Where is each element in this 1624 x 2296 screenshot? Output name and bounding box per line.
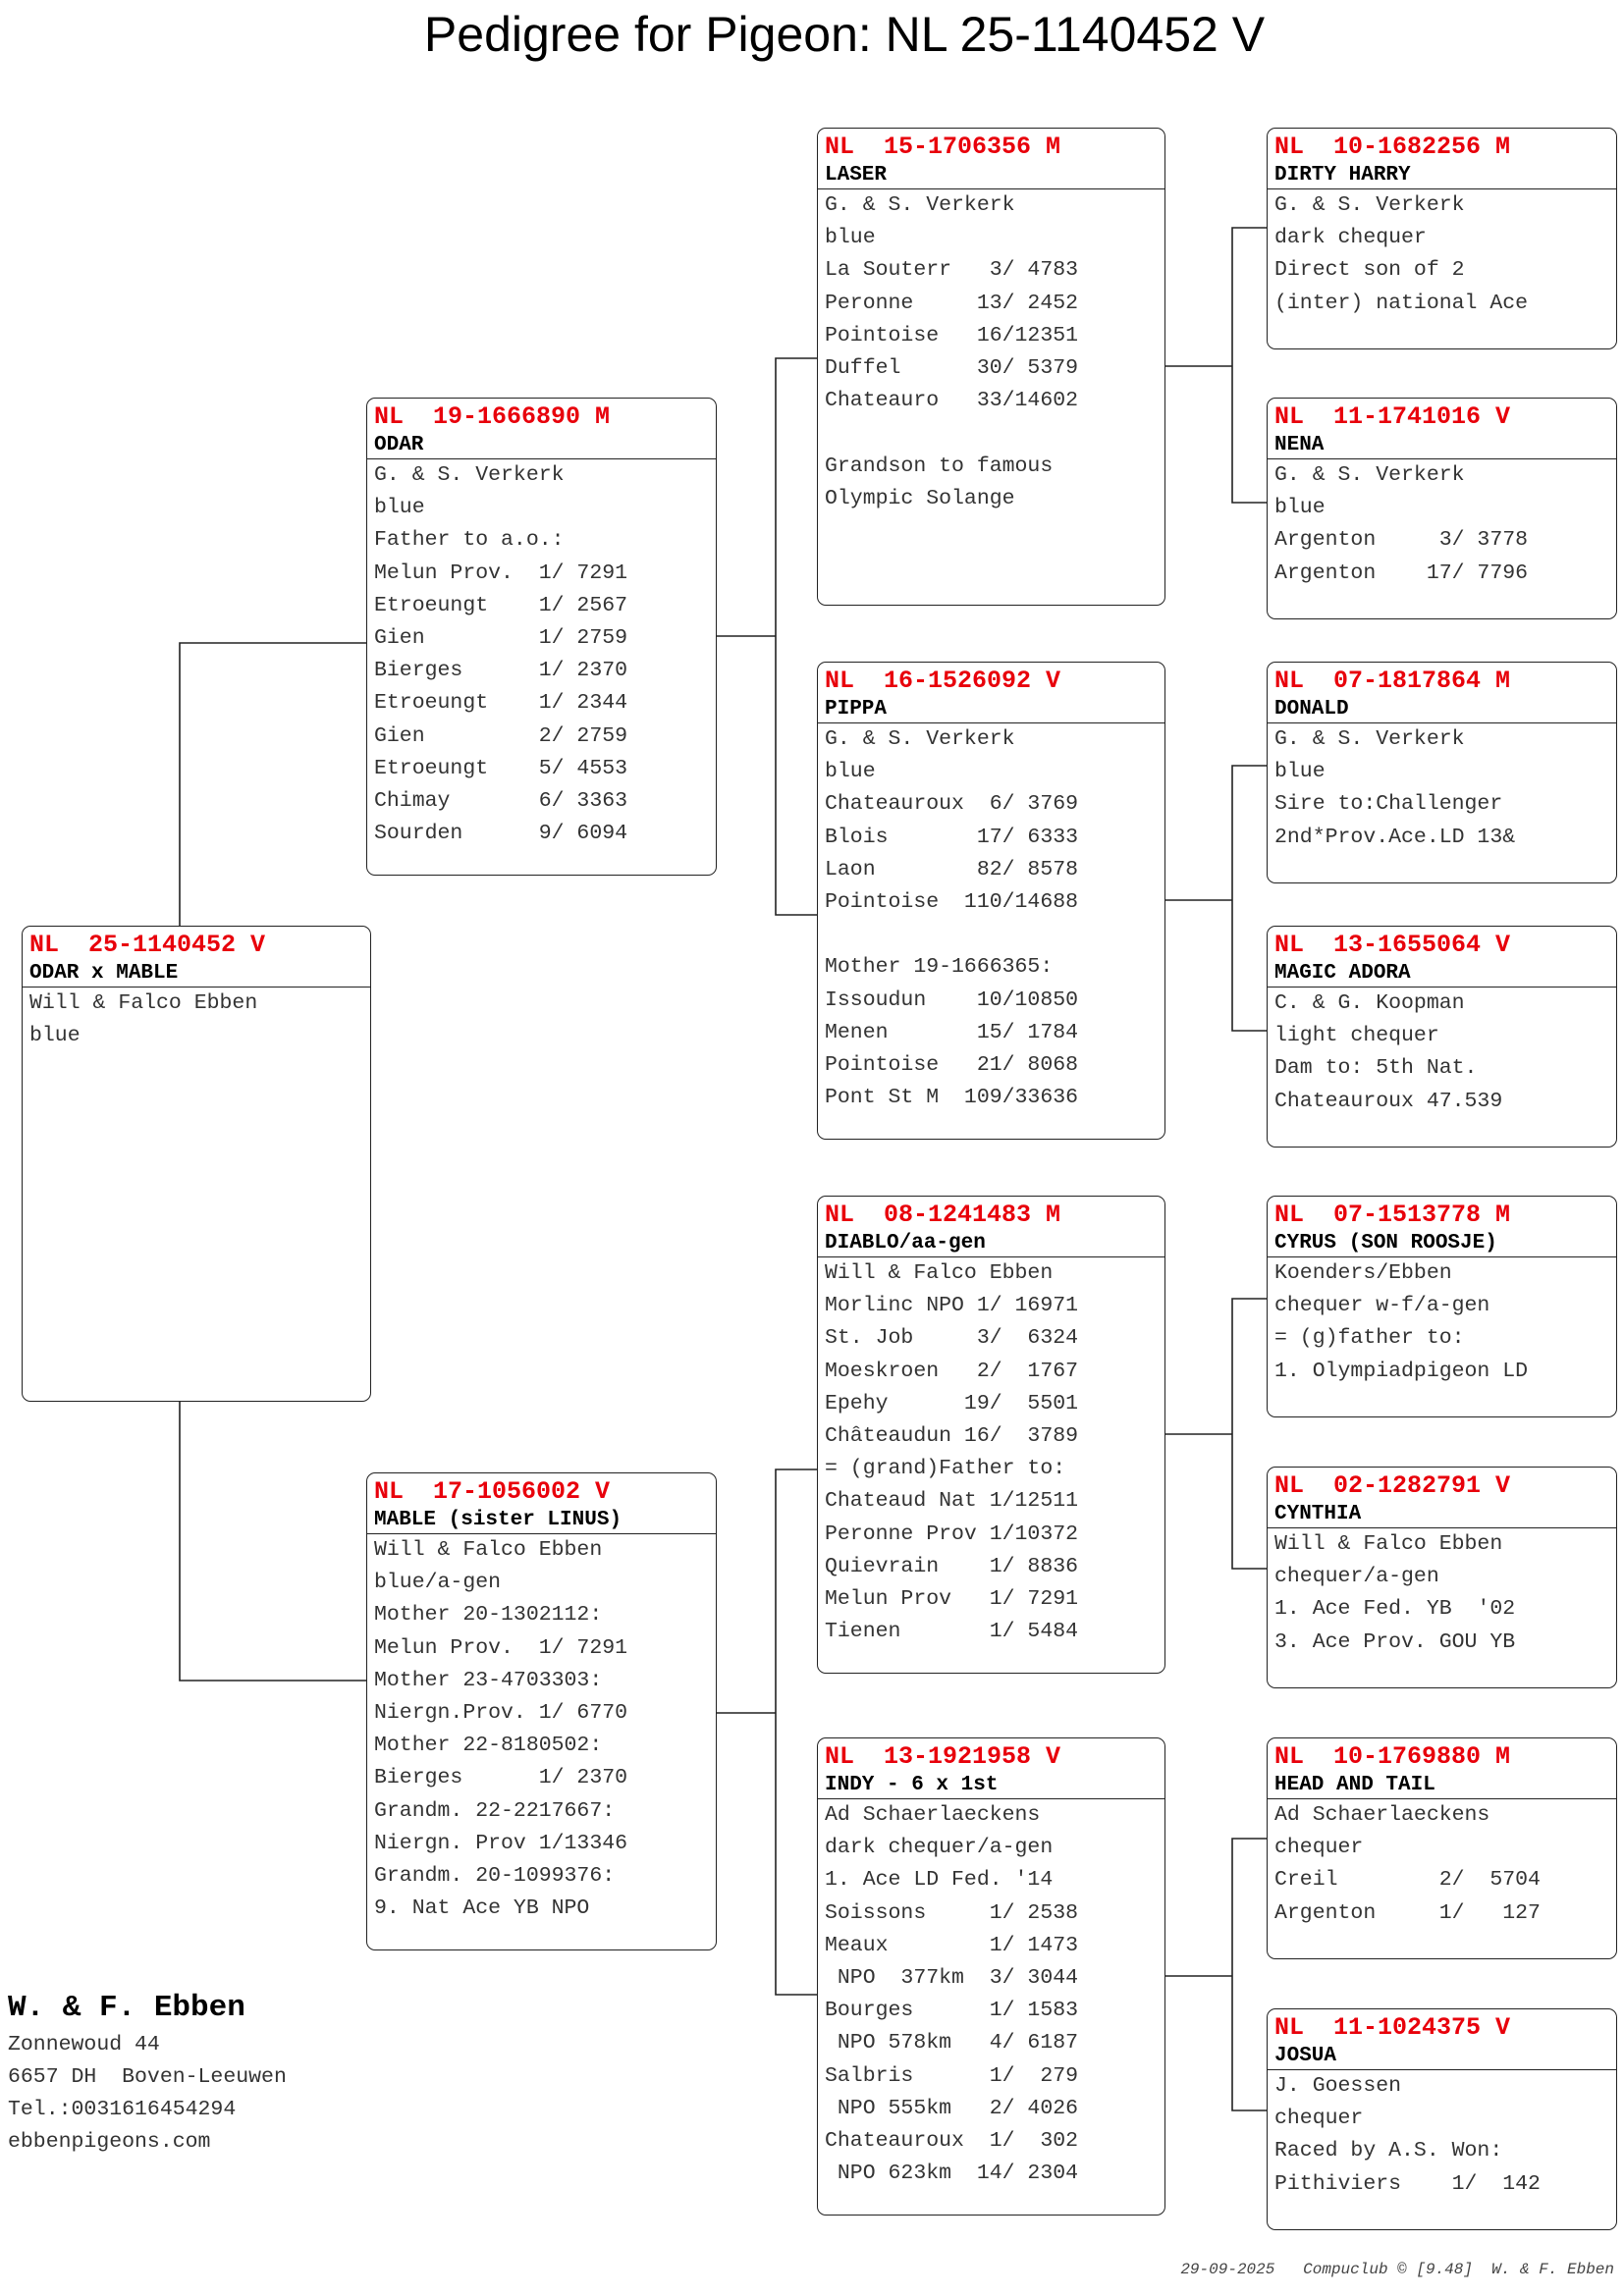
pigeon-card-paternal-grandmother bbox=[817, 662, 1165, 1140]
pigeon-name: PIPPA bbox=[818, 697, 1164, 723]
info-line: Menen 15/ 1784 bbox=[825, 1020, 1079, 1044]
pigeon-name: NENA bbox=[1268, 433, 1616, 459]
info-line: Laon 82/ 8578 bbox=[825, 857, 1079, 881]
pigeon-name: ODAR x MABLE bbox=[23, 961, 370, 988]
info-line: = (grand)Father to: bbox=[825, 1457, 1066, 1481]
breeder-website: ebbenpigeons.com bbox=[8, 2130, 211, 2154]
info-line: NPO 377km 3/ 3044 bbox=[825, 1966, 1079, 1991]
info-line: blue bbox=[1274, 496, 1326, 520]
pigeon-name: INDY - 6 x 1st bbox=[818, 1773, 1164, 1799]
ring-number: NL 17-1056002 V bbox=[374, 1477, 611, 1506]
ring-number: NL 13-1655064 V bbox=[1274, 931, 1511, 959]
pigeon-name: MABLE (sister LINUS) bbox=[367, 1508, 716, 1534]
info-line: Argenton 3/ 3778 bbox=[1274, 528, 1529, 553]
info-line: Creil 2/ 5704 bbox=[1274, 1868, 1541, 1893]
info-line: chequer w-f/a-gen bbox=[1274, 1294, 1490, 1318]
info-line: 9. Nat Ace YB NPO bbox=[374, 1896, 590, 1921]
pigeon-card-maternal-grandfather bbox=[817, 1196, 1165, 1674]
info-line: blue bbox=[29, 1024, 81, 1048]
pigeon-name: ODAR bbox=[367, 433, 716, 459]
info-line: Châteaudun 16/ 3789 bbox=[825, 1424, 1079, 1449]
ring-number: NL 07-1817864 M bbox=[1274, 667, 1511, 695]
info-line: G. & S. Verkerk bbox=[825, 193, 1015, 217]
pigeon-card-ggf-4 bbox=[1267, 1737, 1617, 1959]
info-line: dark chequer/a-gen bbox=[825, 1836, 1054, 1860]
info-line: Direct son of 2 bbox=[1274, 258, 1465, 283]
breeder-name: W. & F. Ebben bbox=[8, 1991, 245, 2025]
ring-number: NL 10-1769880 M bbox=[1274, 1742, 1511, 1771]
info-line: Melun Prov. 1/ 7291 bbox=[374, 1635, 628, 1660]
info-line: Etroeungt 1/ 2344 bbox=[374, 691, 628, 716]
info-line: 1. Ace Fed. YB '02 bbox=[1274, 1597, 1516, 1622]
pigeon-card-subject bbox=[22, 926, 371, 1402]
info-line: Dam to: 5th Nat. bbox=[1274, 1056, 1478, 1081]
ring-number: NL 08-1241483 M bbox=[825, 1201, 1061, 1229]
info-line: Koenders/Ebben bbox=[1274, 1261, 1452, 1285]
info-line: Gien 1/ 2759 bbox=[374, 626, 628, 651]
info-line: G. & S. Verkerk bbox=[825, 727, 1015, 751]
info-line: blue bbox=[825, 226, 876, 250]
pigeon-card-ggf-1 bbox=[1267, 128, 1617, 349]
info-line: Chateauroux 6/ 3769 bbox=[825, 792, 1079, 817]
info-line: Pointoise 110/14688 bbox=[825, 890, 1079, 915]
info-line: Duffel 30/ 5379 bbox=[825, 356, 1079, 381]
pigeon-card-ggf-3 bbox=[1267, 1196, 1617, 1417]
info-line: Epehy 19/ 5501 bbox=[825, 1391, 1079, 1415]
ring-number: NL 16-1526092 V bbox=[825, 667, 1061, 695]
info-line: J. Goessen bbox=[1274, 2074, 1402, 2098]
info-line: G. & S. Verkerk bbox=[1274, 727, 1465, 751]
info-line: Chateauroux 1/ 302 bbox=[825, 2129, 1079, 2154]
pigeon-name: JOSUA bbox=[1268, 2044, 1616, 2070]
ring-number: NL 11-1024375 V bbox=[1274, 2013, 1511, 2042]
info-line: G. & S. Verkerk bbox=[1274, 463, 1465, 487]
info-line: Olympic Solange bbox=[825, 486, 1015, 510]
info-line: Niergn. Prov 1/13346 bbox=[374, 1831, 628, 1855]
info-line: Argenton 1/ 127 bbox=[1274, 1900, 1541, 1925]
info-line: blue bbox=[374, 496, 425, 520]
pigeon-name: DONALD bbox=[1268, 697, 1616, 723]
info-line: Ad Schaerlaeckens bbox=[825, 1803, 1041, 1827]
info-line: blue bbox=[1274, 760, 1326, 784]
pigeon-name: HEAD AND TAIL bbox=[1268, 1773, 1616, 1799]
info-line: G. & S. Verkerk bbox=[374, 463, 565, 487]
info-line: Etroeungt 1/ 2567 bbox=[374, 593, 628, 617]
info-line: blue bbox=[825, 760, 876, 784]
page-title: Pedigree for Pigeon: NL 25-1140452 V bbox=[423, 7, 1266, 62]
pigeon-card-paternal-grandfather bbox=[817, 128, 1165, 606]
info-line: Niergn.Prov. 1/ 6770 bbox=[374, 1701, 628, 1726]
pigeon-card-ggm-3 bbox=[1267, 1467, 1617, 1688]
pigeon-name: MAGIC ADORA bbox=[1268, 961, 1616, 988]
ring-number: NL 25-1140452 V bbox=[29, 931, 266, 959]
info-line: Will & Falco Ebben bbox=[374, 1538, 603, 1562]
info-line: Gien 2/ 2759 bbox=[374, 723, 628, 748]
ring-number: NL 13-1921958 V bbox=[825, 1742, 1061, 1771]
ring-number: NL 07-1513778 M bbox=[1274, 1201, 1511, 1229]
info-line: light chequer bbox=[1274, 1024, 1439, 1048]
pigeon-card-ggm-4 bbox=[1267, 2008, 1617, 2230]
breeder-address: Zonnewoud 44 bbox=[8, 2033, 160, 2056]
info-line: Etroeungt 5/ 4553 bbox=[374, 756, 628, 780]
info-line: Pithiviers 1/ 142 bbox=[1274, 2171, 1541, 2196]
pigeon-name: LASER bbox=[818, 163, 1164, 189]
info-line: C. & G. Koopman bbox=[1274, 991, 1465, 1015]
info-line: 2nd*Prov.Ace.LD 13& bbox=[1274, 825, 1516, 849]
info-line: Salbris 1/ 279 bbox=[825, 2063, 1079, 2088]
info-line: Grandson to famous bbox=[825, 454, 1054, 478]
info-line: Grandm. 22-2217667: bbox=[374, 1798, 616, 1823]
info-line: Will & Falco Ebben bbox=[1274, 1532, 1503, 1556]
info-line: Quievrain 1/ 8836 bbox=[825, 1554, 1079, 1578]
pigeon-name: CYNTHIA bbox=[1268, 1502, 1616, 1528]
info-line: chequer bbox=[1274, 1836, 1364, 1860]
ring-number: NL 19-1666890 M bbox=[374, 402, 611, 431]
info-line: 3. Ace Prov. GOU YB bbox=[1274, 1629, 1516, 1654]
info-line: (inter) national Ace bbox=[1274, 291, 1529, 315]
info-line: chequer bbox=[1274, 2107, 1364, 2131]
info-line: chequer/a-gen bbox=[1274, 1565, 1439, 1589]
info-line: Mother 23-4703303: bbox=[374, 1668, 603, 1692]
info-line: Sourden 9/ 6094 bbox=[374, 822, 628, 846]
info-line: Pointoise 16/12351 bbox=[825, 323, 1079, 347]
info-line: Father to a.o.: bbox=[374, 528, 565, 553]
info-line: Bierges 1/ 2370 bbox=[374, 1766, 628, 1790]
info-line: Peronne 13/ 2452 bbox=[825, 291, 1079, 315]
ring-number: NL 11-1741016 V bbox=[1274, 402, 1511, 431]
pigeon-card-father bbox=[366, 398, 717, 876]
info-line: Chateaud Nat 1/12511 bbox=[825, 1489, 1079, 1514]
info-line: Moeskroen 2/ 1767 bbox=[825, 1359, 1079, 1383]
pigeon-name: CYRUS (SON ROOSJE) bbox=[1268, 1231, 1616, 1257]
info-line: Argenton 17/ 7796 bbox=[1274, 561, 1529, 585]
info-line: NPO 555km 2/ 4026 bbox=[825, 2096, 1079, 2120]
ring-number: NL 15-1706356 M bbox=[825, 133, 1061, 161]
info-line: Mother 19-1666365: bbox=[825, 955, 1054, 980]
footer-credits: 29-09-2025 Compuclub © [9.48] W. & F. Ebben bbox=[1180, 2261, 1614, 2278]
breeder-phone: Tel.:0031616454294 bbox=[8, 2098, 237, 2121]
info-line: Melun Prov 1/ 7291 bbox=[825, 1587, 1079, 1612]
info-line: Will & Falco Ebben bbox=[29, 991, 258, 1015]
info-line: Peronne Prov 1/10372 bbox=[825, 1522, 1079, 1546]
info-line: G. & S. Verkerk bbox=[1274, 193, 1465, 217]
ring-number: NL 10-1682256 M bbox=[1274, 133, 1511, 161]
pigeon-card-ggm-1 bbox=[1267, 398, 1617, 619]
pigeon-name: DIRTY HARRY bbox=[1268, 163, 1616, 189]
info-line: Sire to:Challenger bbox=[1274, 792, 1503, 817]
info-line: dark chequer bbox=[1274, 226, 1427, 250]
info-line: NPO 623km 14/ 2304 bbox=[825, 2162, 1079, 2186]
pigeon-card-ggf-2 bbox=[1267, 662, 1617, 883]
info-line: Meaux 1/ 1473 bbox=[825, 1933, 1079, 1957]
info-line: Morlinc NPO 1/ 16971 bbox=[825, 1294, 1079, 1318]
info-line: Bierges 1/ 2370 bbox=[374, 659, 628, 683]
info-line: Tienen 1/ 5484 bbox=[825, 1620, 1079, 1644]
info-line: 1. Olympiadpigeon LD bbox=[1274, 1359, 1529, 1383]
info-line: Mother 20-1302112: bbox=[374, 1603, 603, 1628]
info-line: Chimay 6/ 3363 bbox=[374, 789, 628, 814]
info-line: = (g)father to: bbox=[1274, 1326, 1465, 1351]
breeder-info bbox=[8, 1988, 287, 2159]
info-line bbox=[818, 919, 1164, 951]
info-line: Blois 17/ 6333 bbox=[825, 825, 1079, 849]
info-line: Melun Prov. 1/ 7291 bbox=[374, 561, 628, 585]
info-line: Soissons 1/ 2538 bbox=[825, 1900, 1079, 1925]
pigeon-card-mother bbox=[366, 1472, 717, 1950]
info-line: Bourges 1/ 1583 bbox=[825, 1999, 1079, 2023]
info-line: 1. Ace LD Fed. '14 bbox=[825, 1868, 1054, 1893]
info-line: Chateauro 33/14602 bbox=[825, 389, 1079, 413]
info-line: Pointoise 21/ 8068 bbox=[825, 1053, 1079, 1078]
info-line: St. Job 3/ 6324 bbox=[825, 1326, 1079, 1351]
info-line: La Souterr 3/ 4783 bbox=[825, 258, 1079, 283]
info-line: Ad Schaerlaeckens bbox=[1274, 1803, 1490, 1827]
pigeon-card-ggm-2 bbox=[1267, 926, 1617, 1148]
info-line: Grandm. 20-1099376: bbox=[374, 1864, 616, 1889]
pigeon-card-maternal-grandmother bbox=[817, 1737, 1165, 2216]
ring-number: NL 02-1282791 V bbox=[1274, 1471, 1511, 1500]
info-line: Chateauroux 47.539 bbox=[1274, 1089, 1503, 1113]
info-line: Issoudun 10/10850 bbox=[825, 988, 1079, 1012]
info-line bbox=[818, 417, 1164, 450]
info-line: blue/a-gen bbox=[374, 1571, 502, 1595]
pigeon-name: DIABLO/aa-gen bbox=[818, 1231, 1164, 1257]
info-line: Mother 22-8180502: bbox=[374, 1734, 603, 1758]
info-line: Raced by A.S. Won: bbox=[1274, 2139, 1503, 2163]
info-line: NPO 578km 4/ 6187 bbox=[825, 2031, 1079, 2056]
breeder-postcode-city: 6657 DH Boven-Leeuwen bbox=[8, 2065, 287, 2089]
info-line: Will & Falco Ebben bbox=[825, 1261, 1054, 1285]
info-line: Pont St M 109/33636 bbox=[825, 1086, 1079, 1110]
